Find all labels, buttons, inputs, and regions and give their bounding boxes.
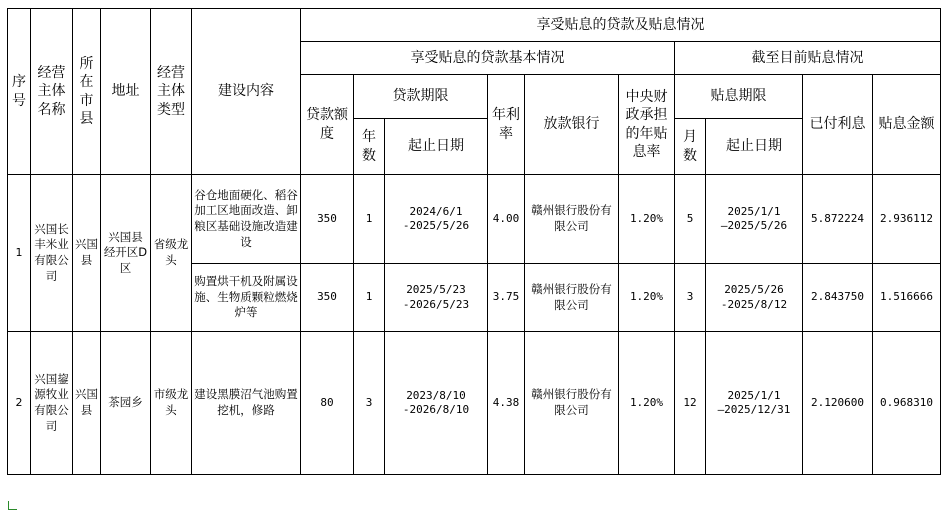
- header-subsidy-amount: 贴息金额: [873, 75, 941, 175]
- cell-years: 1: [354, 264, 385, 332]
- header-subsidy-dates: 起止日期: [706, 119, 803, 175]
- cell-years: 3: [354, 332, 385, 475]
- cell-dates: 2025/5/23 -2026/5/23: [385, 264, 488, 332]
- header-content: 建设内容: [192, 9, 301, 175]
- cell-entity-type: 省级龙头: [151, 175, 192, 332]
- header-entity-type: 经营主体类型: [151, 9, 192, 175]
- header-address: 地址: [101, 9, 151, 175]
- header-subsidy-period: 贴息期限: [675, 75, 803, 119]
- cell-rate: 3.75: [488, 264, 525, 332]
- cell-subsidy-amount: 1.516666: [873, 264, 941, 332]
- cell-paid-interest: 2.120600: [803, 332, 873, 475]
- header-central-rate: 中央财政承担的年贴息率: [619, 75, 675, 175]
- cell-central-rate: 1.20%: [619, 175, 675, 264]
- header-basic-title: 享受贴息的贷款基本情况: [301, 42, 675, 75]
- cell-rate: 4.00: [488, 175, 525, 264]
- cell-entity: 兴国长丰米业有限公司: [31, 175, 73, 332]
- cell-seq: 1: [8, 175, 31, 332]
- header-loan-period: 贷款期限: [354, 75, 488, 119]
- cell-paid-interest: 2.843750: [803, 264, 873, 332]
- table-row: [8, 175, 941, 264]
- header-subsidy-title: 截至目前贴息情况: [675, 42, 941, 75]
- cell-months: 3: [675, 264, 706, 332]
- header-dates: 起止日期: [385, 119, 488, 175]
- cell-subsidy-amount: 0.968310: [873, 332, 941, 475]
- header-bank: 放款银行: [525, 75, 619, 175]
- cell-seq: 2: [8, 332, 31, 475]
- cell-paid-interest: 5.872224: [803, 175, 873, 264]
- cell-years: 1: [354, 175, 385, 264]
- cell-central-rate: 1.20%: [619, 332, 675, 475]
- cell-entity-type: 市级龙头: [151, 332, 192, 475]
- cell-subsidy-dates: 2025/1/1 —2025/5/26: [706, 175, 803, 264]
- cell-address: 茶园乡: [101, 332, 151, 475]
- header-rate: 年利率: [488, 75, 525, 175]
- cell-dates: 2024/6/1 -2025/5/26: [385, 175, 488, 264]
- header-months: 月数: [675, 119, 706, 175]
- cell-content: 购置烘干机及附属设施、生物质颗粒燃烧炉等: [192, 264, 301, 332]
- header-seq: 序号: [8, 9, 31, 175]
- header-years: 年数: [354, 119, 385, 175]
- cell-address: 兴国县经开区D区: [101, 175, 151, 332]
- cell-bank: 赣州银行股份有限公司: [525, 264, 619, 332]
- header-entity: 经营主体名称: [31, 9, 73, 175]
- table-row: [8, 332, 941, 475]
- cell-rate: 4.38: [488, 332, 525, 475]
- cell-county: 兴国县: [73, 175, 101, 332]
- header-county: 所在市县: [73, 9, 101, 175]
- cell-subsidy-dates: 2025/1/1 —2025/12/31: [706, 332, 803, 475]
- cell-months: 12: [675, 332, 706, 475]
- cell-subsidy-amount: 2.936112: [873, 175, 941, 264]
- cell-months: 5: [675, 175, 706, 264]
- cell-content: 谷仓地面硬化、稻谷加工区地面改造、卸粮区基础设施改造建设: [192, 175, 301, 264]
- cell-content: 建设黑膜沼气池购置挖机，修路: [192, 332, 301, 475]
- cell-central-rate: 1.20%: [619, 264, 675, 332]
- header-group-title: 享受贴息的贷款及贴息情况: [301, 9, 941, 42]
- cell-loan-amount: 80: [301, 332, 354, 475]
- cell-loan-amount: 350: [301, 264, 354, 332]
- cell-bank: 赣州银行股份有限公司: [525, 175, 619, 264]
- header-paid-interest: 已付利息: [803, 75, 873, 175]
- header-loan-amount: 贷款额度: [301, 75, 354, 175]
- cell-entity: 兴国鋆源牧业有限公司: [31, 332, 73, 475]
- cell-subsidy-dates: 2025/5/26 -2025/8/12: [706, 264, 803, 332]
- cell-loan-amount: 350: [301, 175, 354, 264]
- loan-subsidy-table: [7, 8, 941, 475]
- cell-bank: 赣州银行股份有限公司: [525, 332, 619, 475]
- cell-county: 兴国县: [73, 332, 101, 475]
- cell-dates: 2023/8/10 -2026/8/10: [385, 332, 488, 475]
